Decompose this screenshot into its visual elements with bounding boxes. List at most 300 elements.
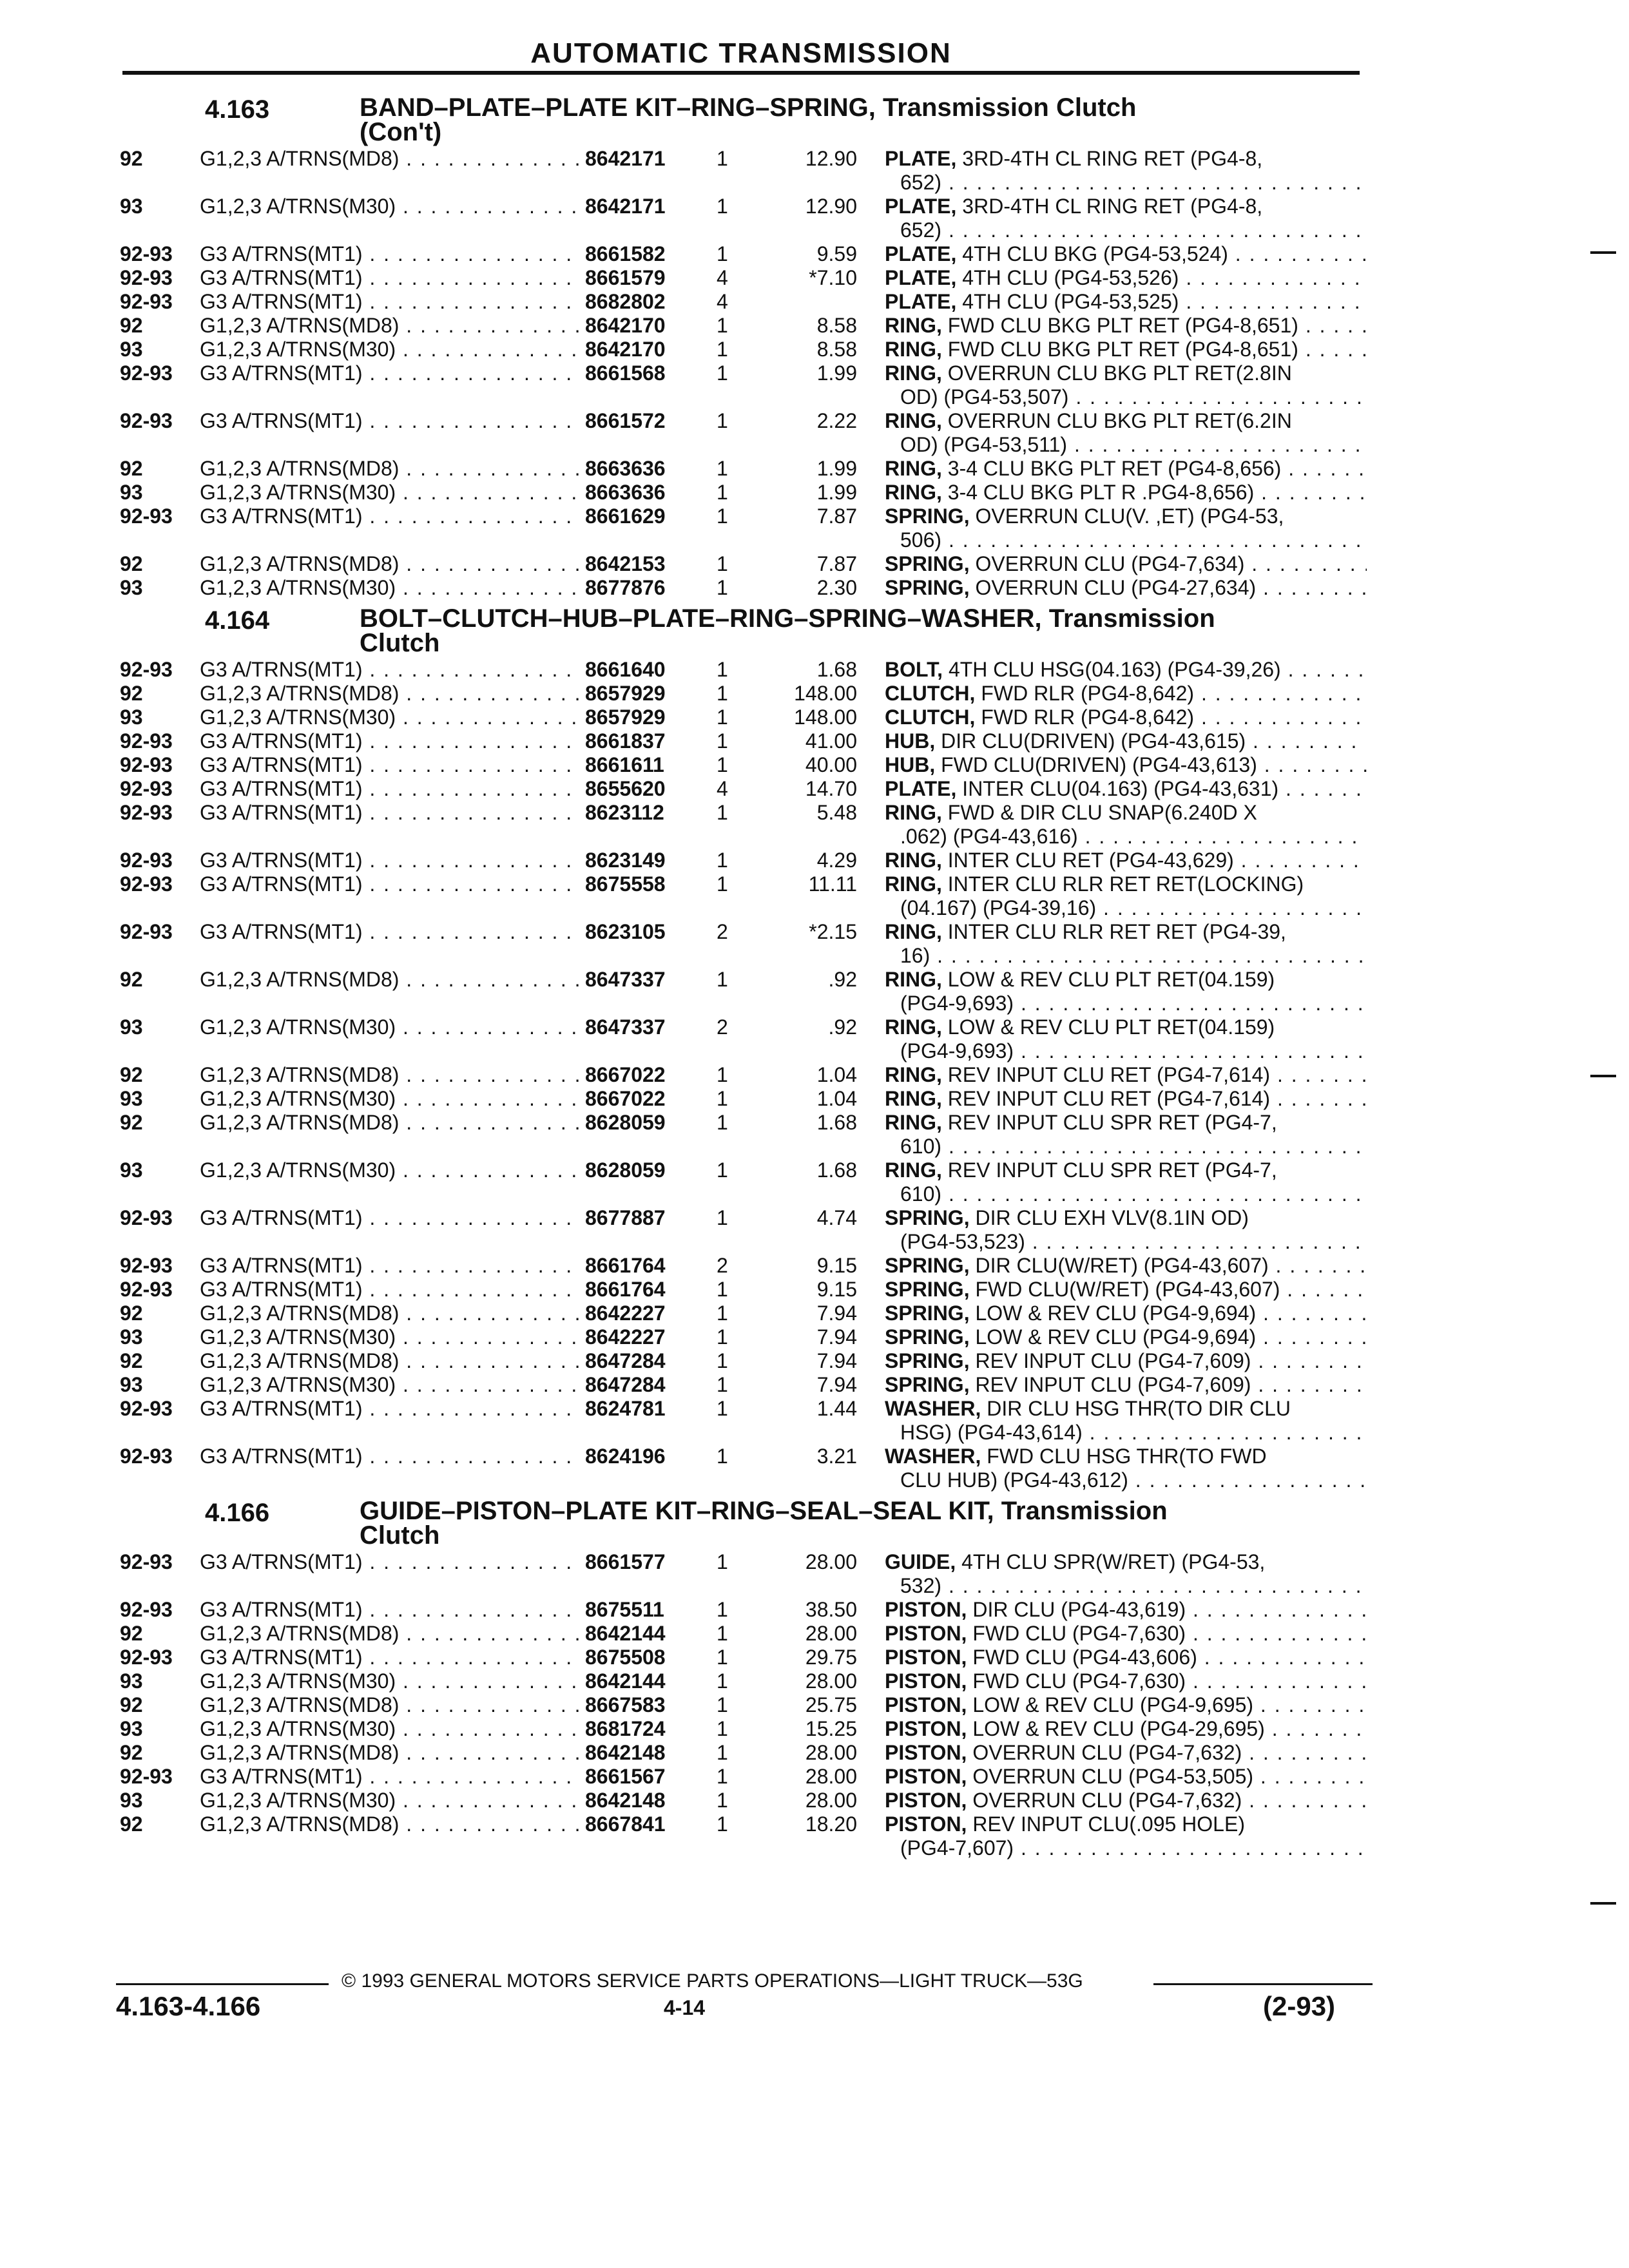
- quantity: 1: [717, 801, 728, 824]
- price: *7.10: [809, 266, 857, 289]
- description-line: RING, FWD CLU BKG PLT RET (PG4-8,651) . . .: [885, 314, 1367, 338]
- parts-row: [116, 1717, 1373, 1741]
- price: 14.70: [805, 777, 857, 800]
- parts-row: [116, 1598, 1373, 1622]
- section-range: 4.163-4.166: [116, 1991, 261, 2021]
- model-year: 93: [120, 1669, 143, 1693]
- description-line: SPRING, DIR CLU EXH VLV(8.1IN OD): [885, 1206, 1249, 1229]
- model-year: 92: [120, 1349, 143, 1372]
- price: *2.15: [809, 920, 857, 943]
- part-description: [885, 195, 1367, 242]
- part-number: 8623149: [580, 849, 666, 872]
- parts-row: [116, 1741, 1373, 1765]
- description-line: RING, OVERRUN CLU BKG PLT RET(2.8IN: [885, 361, 1292, 385]
- price: 7.94: [816, 1349, 857, 1372]
- quantity: 1: [717, 1278, 728, 1301]
- vehicle-model: G1,2,3 A/TRNS(MD8) . . .: [200, 1063, 664, 1087]
- model-year: 92: [120, 314, 143, 337]
- parts-row: [116, 729, 1373, 753]
- model-year: 93: [120, 195, 143, 218]
- parts-catalog: [116, 89, 1373, 1860]
- price: 1.44: [816, 1397, 857, 1420]
- part-number: 8647284: [580, 1373, 666, 1397]
- part-description: [885, 1445, 1367, 1492]
- part-number: 8661629: [580, 505, 666, 528]
- part-number: 8642170: [580, 314, 666, 338]
- parts-row: [116, 1812, 1373, 1860]
- part-number: 8681724: [580, 1717, 666, 1741]
- quantity: 1: [717, 1693, 728, 1716]
- parts-row: [116, 457, 1373, 481]
- part-number: 8661572: [580, 409, 666, 433]
- price: 1.04: [816, 1087, 857, 1110]
- description-line: RING, REV INPUT CLU RET (PG4-7,614) . . .: [885, 1087, 1367, 1111]
- section-title-block: [360, 1499, 1365, 1548]
- parts-row: [116, 849, 1373, 872]
- part-number: 8675558: [580, 872, 666, 896]
- parts-row: [116, 409, 1373, 457]
- model-year: 93: [120, 481, 143, 504]
- price: 28.00: [805, 1669, 857, 1693]
- description-line: CLUTCH, FWD RLR (PG4-8,642) . . .: [885, 682, 1367, 706]
- description-line: (PG4-53,523) . . .: [885, 1230, 1367, 1254]
- model-year: 92-93: [120, 753, 173, 776]
- section-heading: [116, 604, 1373, 658]
- footer-copyright: © 1993 GENERAL MOTORS SERVICE PARTS OPERATIONS—LIGHT TRUCK—53G: [342, 1970, 1083, 1992]
- part-description: [885, 968, 1367, 1015]
- price: 7.94: [816, 1302, 857, 1325]
- parts-row: [116, 777, 1373, 801]
- vehicle-model: G3 A/TRNS(MT1) . . .: [200, 920, 664, 944]
- parts-row: [116, 1015, 1373, 1063]
- section-number: 4.166: [205, 1499, 270, 1527]
- model-year: 92-93: [120, 658, 173, 681]
- description-line: OD) (PG4-53,511) . . .: [885, 433, 1367, 457]
- quantity: 1: [717, 1765, 728, 1788]
- vehicle-model: G3 A/TRNS(MT1) . . .: [200, 1278, 664, 1302]
- price: .92: [828, 968, 857, 991]
- price: 1.99: [816, 457, 857, 480]
- description-line: 506) . . .: [885, 528, 1367, 552]
- price: 38.50: [805, 1598, 857, 1621]
- parts-row: [116, 1669, 1373, 1693]
- quantity: 1: [717, 338, 728, 361]
- description-line: SPRING, OVERRUN CLU(V. ,ET) (PG4-53,: [885, 505, 1284, 528]
- part-description: [885, 1325, 1367, 1349]
- quantity: 1: [717, 361, 728, 385]
- price: 7.87: [816, 552, 857, 575]
- model-year: 92-93: [120, 1598, 173, 1621]
- parts-row: [116, 338, 1373, 361]
- part-description: [885, 1622, 1367, 1646]
- model-year: 92-93: [120, 242, 173, 265]
- part-number: 8624781: [580, 1397, 666, 1421]
- part-description: [885, 242, 1367, 266]
- model-year: 92: [120, 682, 143, 705]
- vehicle-model: G1,2,3 A/TRNS(M30) . . .: [200, 1789, 664, 1812]
- model-year: 92: [120, 1812, 143, 1836]
- price: 8.58: [816, 314, 857, 337]
- quantity: 2: [717, 1015, 728, 1039]
- quantity: 1: [717, 1063, 728, 1086]
- parts-row: [116, 1693, 1373, 1717]
- price: 9.15: [816, 1278, 857, 1301]
- part-description: [885, 872, 1367, 920]
- description-line: PISTON, LOW & REV CLU (PG4-9,695) . . .: [885, 1693, 1367, 1717]
- model-year: 92-93: [120, 849, 173, 872]
- vehicle-model: G3 A/TRNS(MT1) . . .: [200, 1445, 664, 1468]
- parts-row: [116, 1349, 1373, 1373]
- vehicle-model: G3 A/TRNS(MT1) . . .: [200, 1254, 664, 1278]
- model-year: 92: [120, 1622, 143, 1645]
- parts-row: [116, 195, 1373, 242]
- price: 41.00: [805, 729, 857, 753]
- description-line: CLUTCH, FWD RLR (PG4-8,642) . . .: [885, 706, 1367, 729]
- part-description: [885, 1812, 1367, 1860]
- part-number: 8623112: [580, 801, 664, 825]
- quantity: 1: [717, 1302, 728, 1325]
- vehicle-model: G1,2,3 A/TRNS(M30) . . .: [200, 1015, 664, 1039]
- model-year: 92-93: [120, 1397, 173, 1420]
- part-description: [885, 658, 1367, 682]
- description-line: SPRING, LOW & REV CLU (PG4-9,694) . . .: [885, 1302, 1367, 1325]
- vehicle-model: G1,2,3 A/TRNS(MD8) . . .: [200, 1302, 664, 1325]
- part-description: [885, 314, 1367, 338]
- vehicle-model: G1,2,3 A/TRNS(MD8) . . .: [200, 1812, 664, 1836]
- quantity: 1: [717, 1622, 728, 1645]
- model-year: 93: [120, 1158, 143, 1182]
- vehicle-model: G3 A/TRNS(MT1) . . .: [200, 753, 664, 777]
- model-year: 92: [120, 147, 143, 170]
- price: 40.00: [805, 753, 857, 776]
- part-description: [885, 338, 1367, 361]
- vehicle-model: G1,2,3 A/TRNS(MD8) . . .: [200, 1741, 664, 1765]
- description-line: SPRING, OVERRUN CLU (PG4-27,634) . . .: [885, 576, 1367, 600]
- model-year: 92-93: [120, 801, 173, 824]
- description-line: WASHER, FWD CLU HSG THR(TO FWD: [885, 1445, 1267, 1468]
- price: 1.68: [816, 658, 857, 681]
- part-description: [885, 1598, 1367, 1622]
- quantity: 1: [717, 195, 728, 218]
- price: 28.00: [805, 1741, 857, 1764]
- part-description: [885, 1765, 1367, 1789]
- price: 12.90: [805, 147, 857, 170]
- section-heading: [116, 1496, 1373, 1550]
- quantity: 1: [717, 576, 728, 599]
- price: 1.68: [816, 1111, 857, 1134]
- model-year: 93: [120, 706, 143, 729]
- parts-row: [116, 1622, 1373, 1646]
- quantity: 1: [717, 409, 728, 432]
- part-description: [885, 1669, 1367, 1693]
- price: 28.00: [805, 1550, 857, 1573]
- price: 148.00: [794, 706, 857, 729]
- vehicle-model: G3 A/TRNS(MT1) . . .: [200, 1206, 664, 1230]
- part-number: 8642171: [580, 195, 666, 218]
- part-number: 8675508: [580, 1646, 666, 1669]
- description-line: PLATE, INTER CLU(04.163) (PG4-43,631) . . .: [885, 777, 1367, 801]
- description-line: .062) (PG4-43,616) . . .: [885, 825, 1367, 849]
- vehicle-model: G1,2,3 A/TRNS(MD8) . . .: [200, 1693, 664, 1717]
- price: 28.00: [805, 1622, 857, 1645]
- description-line: BOLT, 4TH CLU HSG(04.163) (PG4-39,26) . . .: [885, 658, 1367, 682]
- price: 3.21: [816, 1445, 857, 1468]
- price: 28.00: [805, 1789, 857, 1812]
- part-description: [885, 1373, 1367, 1397]
- description-line: PLATE, 3RD-4TH CL RING RET (PG4-8,: [885, 195, 1263, 218]
- part-description: [885, 552, 1367, 576]
- part-number: 8677876: [580, 576, 666, 600]
- vehicle-model: G3 A/TRNS(MT1) . . .: [200, 361, 664, 385]
- description-line: RING, FWD CLU BKG PLT RET (PG4-8,651) . . .: [885, 338, 1367, 361]
- description-line: OD) (PG4-53,507) . . .: [885, 385, 1367, 409]
- vehicle-model: G3 A/TRNS(MT1) . . .: [200, 872, 664, 896]
- part-description: [885, 1349, 1367, 1373]
- quantity: 1: [717, 658, 728, 681]
- vehicle-model: G1,2,3 A/TRNS(M30) . . .: [200, 1669, 664, 1693]
- part-description: [885, 481, 1367, 505]
- part-number: 8667022: [580, 1063, 666, 1087]
- page-number: 4-14: [664, 1996, 706, 2019]
- footer-rule: [1153, 1983, 1373, 1985]
- description-line: CLU HUB) (PG4-43,612) . . .: [885, 1468, 1367, 1492]
- price: 1.68: [816, 1158, 857, 1182]
- vehicle-model: G1,2,3 A/TRNS(MD8) . . .: [200, 552, 664, 576]
- model-year: 92-93: [120, 266, 173, 289]
- quantity: 1: [717, 1349, 728, 1372]
- vehicle-model: G1,2,3 A/TRNS(M30) . . .: [200, 195, 664, 218]
- description-line: RING, LOW & REV CLU PLT RET(04.159): [885, 968, 1275, 991]
- part-description: [885, 1646, 1367, 1669]
- parts-row: [116, 1206, 1373, 1254]
- quantity: 1: [717, 1373, 728, 1396]
- quantity: 1: [717, 1111, 728, 1134]
- part-number: 8642170: [580, 338, 666, 361]
- model-year: 92-93: [120, 409, 173, 432]
- part-description: [885, 1015, 1367, 1063]
- vehicle-model: G1,2,3 A/TRNS(M30) . . .: [200, 1717, 664, 1741]
- parts-row: [116, 1158, 1373, 1206]
- part-number: 8657929: [580, 706, 666, 729]
- description-line: RING, INTER CLU RLR RET RET (PG4-39,: [885, 920, 1286, 943]
- description-line: PISTON, FWD CLU (PG4-43,606) . . .: [885, 1646, 1367, 1669]
- model-year: 92: [120, 1302, 143, 1325]
- parts-row: [116, 314, 1373, 338]
- vehicle-model: G1,2,3 A/TRNS(MD8) . . .: [200, 682, 664, 706]
- part-description: [885, 777, 1367, 801]
- description-line: PISTON, OVERRUN CLU (PG4-53,505) . . .: [885, 1765, 1367, 1789]
- vehicle-model: G3 A/TRNS(MT1) . . .: [200, 729, 664, 753]
- price: 11.11: [808, 872, 857, 896]
- model-year: 92: [120, 552, 143, 575]
- part-description: [885, 457, 1367, 481]
- part-description: [885, 849, 1367, 872]
- description-line: RING, REV INPUT CLU RET (PG4-7,614) . . .: [885, 1063, 1367, 1087]
- parts-row: [116, 872, 1373, 920]
- model-year: 93: [120, 1015, 143, 1039]
- part-number: 8642171: [580, 147, 666, 171]
- description-line: PLATE, 4TH CLU (PG4-53,526) . . .: [885, 266, 1367, 290]
- part-number: 8655620: [580, 777, 666, 801]
- description-line: PISTON, LOW & REV CLU (PG4-29,695) . . .: [885, 1717, 1367, 1741]
- quantity: 1: [717, 1206, 728, 1229]
- price: 28.00: [805, 1765, 857, 1788]
- section-title: GUIDE–PISTON–PLATE KIT–RING–SEAL–SEAL KIT,: [360, 1497, 994, 1525]
- part-description: [885, 1111, 1367, 1158]
- description-line: SPRING, OVERRUN CLU (PG4-7,634) . . .: [885, 552, 1367, 576]
- model-year: 92-93: [120, 290, 173, 313]
- section-title-tail: Transmission Clutch: [882, 93, 1137, 122]
- quantity: 1: [717, 314, 728, 337]
- vehicle-model: G1,2,3 A/TRNS(M30) . . .: [200, 706, 664, 729]
- vehicle-model: G1,2,3 A/TRNS(M30) . . .: [200, 338, 664, 361]
- quantity: 1: [717, 1087, 728, 1110]
- model-year: 92-93: [120, 1254, 173, 1277]
- price: 9.59: [816, 242, 857, 265]
- model-year: 93: [120, 338, 143, 361]
- model-year: 92-93: [120, 1646, 173, 1669]
- part-description: [885, 706, 1367, 729]
- part-number: 8667022: [580, 1087, 666, 1111]
- part-number: 8642153: [580, 552, 666, 576]
- quantity: 1: [717, 1598, 728, 1621]
- description-line: RING, REV INPUT CLU SPR RET (PG4-7,: [885, 1111, 1277, 1134]
- model-year: 92-93: [120, 1206, 173, 1229]
- part-description: [885, 1693, 1367, 1717]
- quantity: 4: [717, 266, 728, 289]
- part-description: [885, 266, 1367, 290]
- price: 12.90: [805, 195, 857, 218]
- part-description: [885, 505, 1367, 552]
- parts-row: [116, 1765, 1373, 1789]
- model-year: 93: [120, 1087, 143, 1110]
- section-heading: [116, 93, 1373, 147]
- section-title-block: [360, 95, 1365, 144]
- vehicle-model: G3 A/TRNS(MT1) . . .: [200, 849, 664, 872]
- quantity: 1: [717, 1325, 728, 1349]
- header-rule: [122, 71, 1360, 75]
- parts-row: [116, 481, 1373, 505]
- vehicle-model: G1,2,3 A/TRNS(MD8) . . .: [200, 968, 664, 992]
- parts-row: [116, 753, 1373, 777]
- parts-row: [116, 920, 1373, 968]
- parts-row: [116, 1789, 1373, 1812]
- part-description: [885, 1741, 1367, 1765]
- section-subtitle: (Con't): [360, 118, 442, 146]
- parts-row: [116, 1445, 1373, 1492]
- description-line: RING, INTER CLU RET (PG4-43,629) . . .: [885, 849, 1367, 872]
- vehicle-model: G1,2,3 A/TRNS(MD8) . . .: [200, 147, 664, 171]
- parts-row: [116, 242, 1373, 266]
- part-number: 8667841: [580, 1812, 666, 1836]
- description-line: RING, 3-4 CLU BKG PLT RET (PG4-8,656) . . .: [885, 457, 1367, 481]
- description-line: HSG) (PG4-43,614) . . .: [885, 1421, 1367, 1445]
- part-number: 8661764: [580, 1254, 666, 1278]
- part-number: 8642144: [580, 1669, 666, 1693]
- part-number: 8661568: [580, 361, 666, 385]
- parts-row: [116, 968, 1373, 1015]
- quantity: 1: [717, 1158, 728, 1182]
- part-number: 8623105: [580, 920, 666, 944]
- part-number: 8677887: [580, 1206, 666, 1230]
- section-subtitle: Clutch: [360, 1521, 440, 1550]
- price: 18.20: [805, 1812, 857, 1836]
- model-year: 92: [120, 968, 143, 991]
- price: 9.15: [816, 1254, 857, 1277]
- description-line: PISTON, OVERRUN CLU (PG4-7,632) . . .: [885, 1741, 1367, 1765]
- description-line: PISTON, FWD CLU (PG4-7,630) . . .: [885, 1622, 1367, 1646]
- part-number: 8661837: [580, 729, 666, 753]
- price: 7.94: [816, 1373, 857, 1396]
- vehicle-model: G3 A/TRNS(MT1) . . .: [200, 801, 664, 825]
- part-number: 8642144: [580, 1622, 666, 1646]
- quantity: 4: [717, 290, 728, 313]
- part-description: [885, 920, 1367, 968]
- model-year: 92-93: [120, 505, 173, 528]
- section-subtitle: Clutch: [360, 629, 440, 657]
- description-line: GUIDE, 4TH CLU SPR(W/RET) (PG4-53,: [885, 1550, 1266, 1573]
- description-line: PLATE, 4TH CLU BKG (PG4-53,524) . . .: [885, 242, 1367, 266]
- quantity: 1: [717, 481, 728, 504]
- parts-row: [116, 682, 1373, 706]
- quantity: 2: [717, 1254, 728, 1277]
- price: 5.48: [816, 801, 857, 824]
- vehicle-model: G1,2,3 A/TRNS(MD8) . . .: [200, 1622, 664, 1646]
- part-description: [885, 576, 1367, 600]
- price: 8.58: [816, 338, 857, 361]
- model-year: 92-93: [120, 920, 173, 943]
- section-title: BOLT–CLUTCH–HUB–PLATE–RING–SPRING–WASHER,: [360, 604, 1042, 633]
- parts-row: [116, 706, 1373, 729]
- description-line: SPRING, DIR CLU(W/RET) (PG4-43,607) . . .: [885, 1254, 1367, 1278]
- part-description: [885, 1789, 1367, 1812]
- part-description: [885, 753, 1367, 777]
- parts-row: [116, 1111, 1373, 1158]
- quantity: 4: [717, 777, 728, 800]
- price: 29.75: [805, 1646, 857, 1669]
- price: 148.00: [794, 682, 857, 705]
- description-line: SPRING, LOW & REV CLU (PG4-9,694) . . .: [885, 1325, 1367, 1349]
- parts-row: [116, 1063, 1373, 1087]
- description-line: HUB, FWD CLU(DRIVEN) (PG4-43,613) . . .: [885, 753, 1367, 777]
- section-title-tail: Transmission: [1048, 604, 1215, 633]
- description-line: SPRING, REV INPUT CLU (PG4-7,609) . . .: [885, 1349, 1367, 1373]
- vehicle-model: G3 A/TRNS(MT1) . . .: [200, 505, 664, 528]
- quantity: 1: [717, 1646, 728, 1669]
- price: 25.75: [805, 1693, 857, 1716]
- part-number: 8663636: [580, 457, 666, 481]
- description-line: WASHER, DIR CLU HSG THR(TO DIR CLU: [885, 1397, 1291, 1420]
- vehicle-model: G3 A/TRNS(MT1) . . .: [200, 242, 664, 266]
- price: 1.04: [816, 1063, 857, 1086]
- model-year: 92-93: [120, 1445, 173, 1468]
- quantity: 1: [717, 457, 728, 480]
- quantity: 1: [717, 849, 728, 872]
- model-year: 92-93: [120, 1278, 173, 1301]
- description-line: PISTON, OVERRUN CLU (PG4-7,632) . . .: [885, 1789, 1367, 1812]
- quantity: 1: [717, 1812, 728, 1836]
- margin-mark: [1590, 1902, 1616, 1905]
- model-year: 92: [120, 1063, 143, 1086]
- vehicle-model: G3 A/TRNS(MT1) . . .: [200, 1550, 664, 1574]
- quantity: 1: [717, 1445, 728, 1468]
- model-year: 92: [120, 1741, 143, 1764]
- vehicle-model: G1,2,3 A/TRNS(M30) . . .: [200, 1373, 664, 1397]
- part-number: 8675511: [580, 1598, 664, 1622]
- description-line: RING, REV INPUT CLU SPR RET (PG4-7,: [885, 1158, 1277, 1182]
- quantity: 1: [717, 1669, 728, 1693]
- price: 2.22: [816, 409, 857, 432]
